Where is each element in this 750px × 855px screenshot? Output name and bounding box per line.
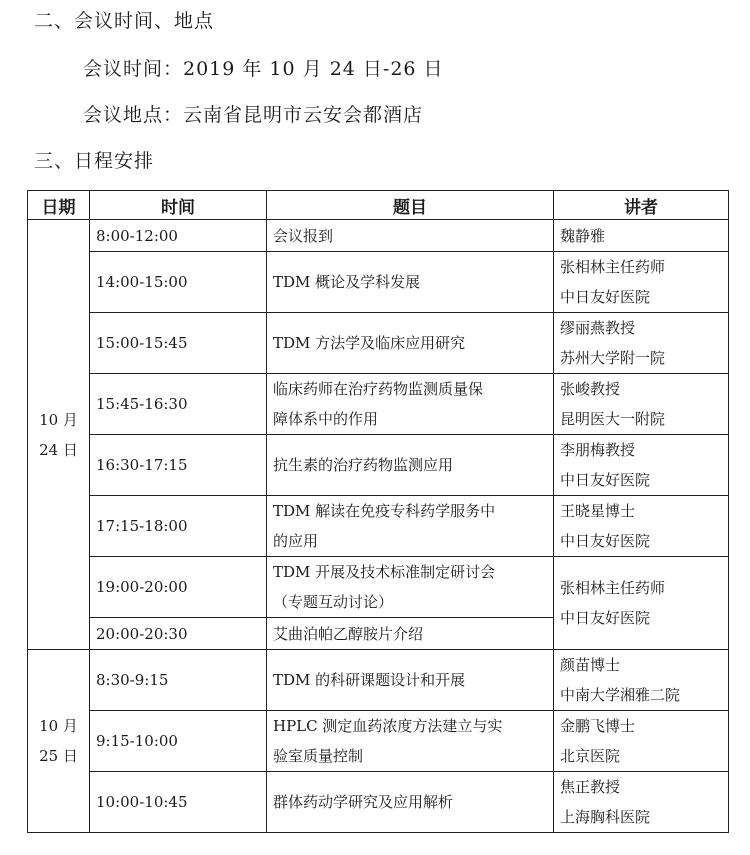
table-row <box>28 252 729 313</box>
speaker-name: 李朋梅教授 <box>560 441 636 459</box>
topic-cell <box>267 650 554 711</box>
speaker-cell <box>554 650 729 711</box>
speaker-affiliation: 中南大学湘雅二院 <box>560 686 681 704</box>
topic-cell <box>267 618 554 650</box>
speaker-cell <box>554 557 729 650</box>
topic-line: 验室质量控制 <box>273 747 364 765</box>
topic-line: 艾曲泊帕乙醇胺片介绍 <box>273 624 424 643</box>
time-cell: 8:30-9:15 <box>90 650 267 711</box>
header-topic: 题目 <box>267 191 554 220</box>
speaker-name: 张峻教授 <box>560 380 621 398</box>
table-row <box>28 650 729 711</box>
speaker-cell <box>554 435 729 496</box>
schedule-table <box>27 190 729 833</box>
table-row <box>28 374 729 435</box>
time-cell: 15:00-15:45 <box>90 313 267 374</box>
speaker-affiliation: 中日友好医院 <box>560 532 651 550</box>
speaker-cell <box>554 496 729 557</box>
topic-line: 会议报到 <box>273 226 334 245</box>
date-cell-day2 <box>28 650 90 833</box>
table-row <box>28 711 729 772</box>
speaker-affiliation: 苏州大学附一院 <box>560 349 666 367</box>
topic-line: TDM 解读在免疫专科药学服务中 <box>273 502 496 520</box>
speaker-name: 颜苗博士 <box>560 656 621 674</box>
speaker-cell <box>554 252 729 313</box>
table-row <box>28 313 729 374</box>
section-heading-meeting-time-place: 二、会议时间、地点 <box>34 10 215 32</box>
time-cell: 9:15-10:00 <box>90 711 267 772</box>
topic-cell <box>267 435 554 496</box>
date-day: 25 日 <box>39 747 78 765</box>
topic-line: 的应用 <box>273 532 319 550</box>
topic-line: TDM 的科研课题设计和开展 <box>273 671 466 689</box>
topic-cell <box>267 220 554 252</box>
meeting-time: 会议时间：2019 年 10 月 24 日-26 日 <box>83 58 444 80</box>
topic-cell <box>267 496 554 557</box>
speaker-name: 张相林主任药师 <box>560 258 666 276</box>
time-cell: 14:00-15:00 <box>90 252 267 313</box>
speaker-affiliation: 中日友好医院 <box>560 471 651 489</box>
header-time: 时间 <box>90 191 267 220</box>
speaker-affiliation: 北京医院 <box>560 747 621 765</box>
topic-line: TDM 开展及技术标准制定研讨会 <box>273 563 496 581</box>
speaker-affiliation: 昆明医大一附院 <box>560 410 666 428</box>
topic-line: 障体系中的作用 <box>273 410 379 428</box>
topic-cell <box>267 772 554 833</box>
time-cell: 20:00-20:30 <box>90 618 267 650</box>
topic-line: （专题互动讨论） <box>273 593 394 611</box>
date-month: 10 月 <box>39 717 78 735</box>
topic-line: HPLC 测定血药浓度方法建立与实 <box>273 717 503 735</box>
meeting-place: 会议地点：云南省昆明市云安会都酒店 <box>83 104 424 126</box>
time-cell: 15:45-16:30 <box>90 374 267 435</box>
topic-line: 临床药师在治疗药物监测质量保 <box>273 380 484 398</box>
speaker-name: 张相林主任药师 <box>560 579 666 597</box>
topic-line: 群体药动学研究及应用解析 <box>273 793 454 811</box>
date-month: 10 月 <box>39 410 78 429</box>
speaker-affiliation: 中日友好医院 <box>560 609 651 627</box>
speaker-affiliation: 上海胸科医院 <box>560 808 651 826</box>
speaker-cell <box>554 313 729 374</box>
topic-cell <box>267 374 554 435</box>
header-speaker: 讲者 <box>554 191 729 220</box>
speaker-cell <box>554 374 729 435</box>
date-day: 24 日 <box>39 440 78 459</box>
topic-cell <box>267 252 554 313</box>
section-heading-schedule: 三、日程安排 <box>34 150 155 172</box>
topic-line: TDM 概论及学科发展 <box>273 273 421 291</box>
date-cell-day1 <box>28 220 90 650</box>
time-cell: 16:30-17:15 <box>90 435 267 496</box>
speaker-cell <box>554 220 729 252</box>
table-row <box>28 772 729 833</box>
time-cell: 10:00-10:45 <box>90 772 267 833</box>
speaker-name: 金鹏飞博士 <box>560 717 636 735</box>
topic-cell <box>267 313 554 374</box>
time-cell: 17:15-18:00 <box>90 496 267 557</box>
table-header-row <box>28 191 729 220</box>
header-date: 日期 <box>28 191 90 220</box>
time-cell: 19:00-20:00 <box>90 557 267 618</box>
speaker-affiliation: 中日友好医院 <box>560 288 651 306</box>
table-row <box>28 557 729 618</box>
topic-cell <box>267 557 554 618</box>
topic-line: TDM 方法学及临床应用研究 <box>273 334 466 352</box>
speaker-name: 魏静雅 <box>560 226 606 245</box>
table-row <box>28 220 729 252</box>
speaker-name: 焦正教授 <box>560 778 621 796</box>
time-cell: 8:00-12:00 <box>90 220 267 252</box>
speaker-name: 王晓星博士 <box>560 502 636 520</box>
table-row <box>28 496 729 557</box>
speaker-cell <box>554 772 729 833</box>
topic-line: 抗生素的治疗药物监测应用 <box>273 456 454 474</box>
speaker-name: 缪丽燕教授 <box>560 319 636 337</box>
speaker-cell <box>554 711 729 772</box>
topic-cell <box>267 711 554 772</box>
table-row <box>28 435 729 496</box>
